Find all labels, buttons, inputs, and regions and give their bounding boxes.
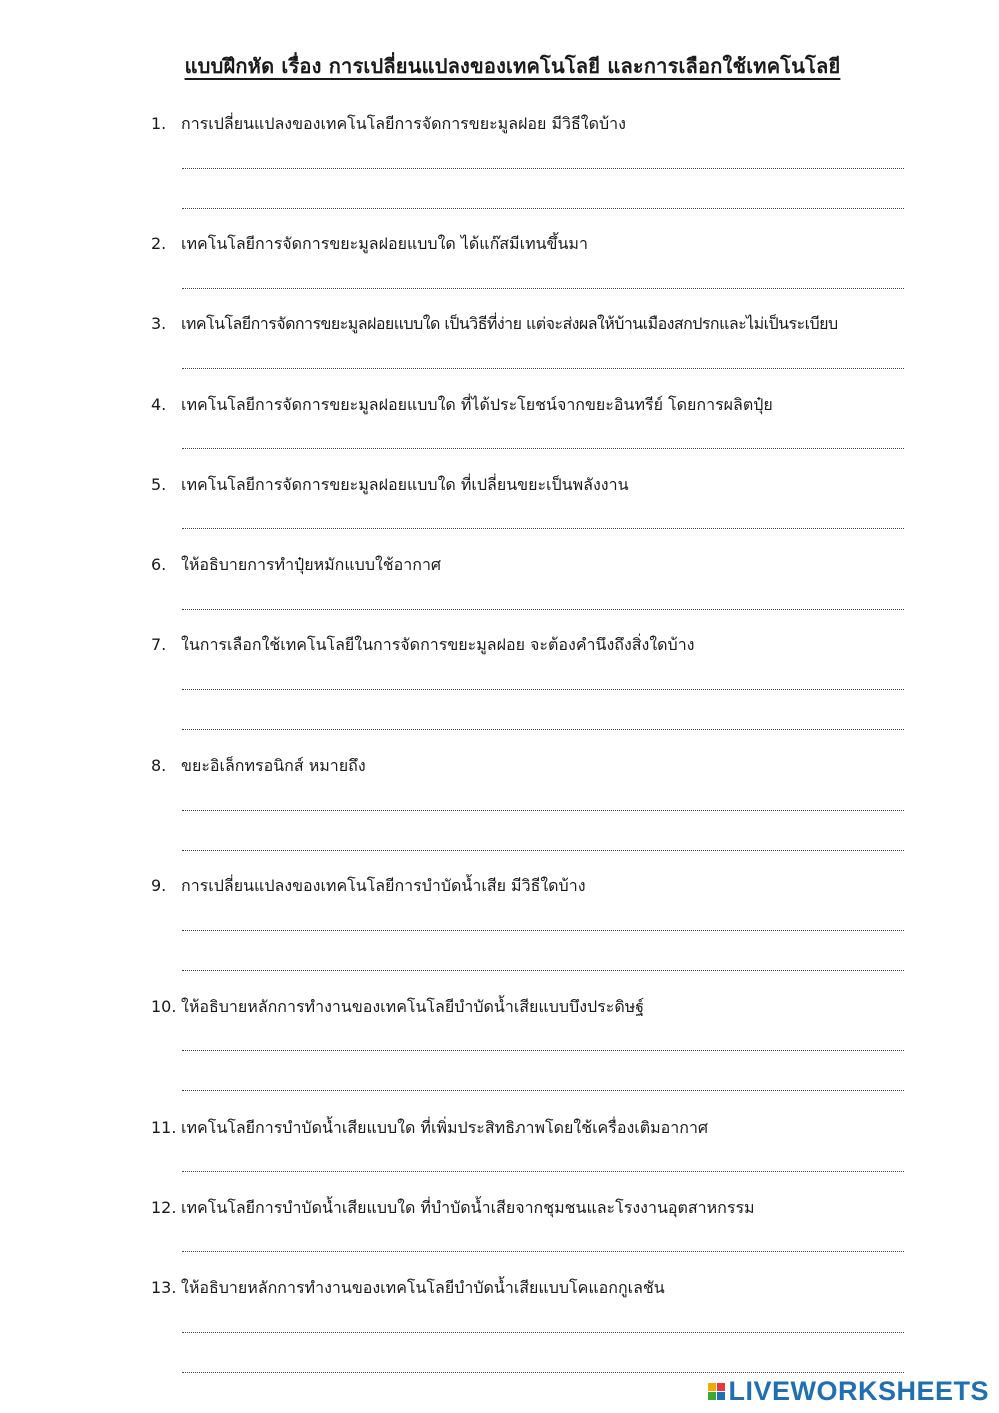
answer-line-3[interactable] xyxy=(182,368,904,369)
answer-line-2[interactable] xyxy=(182,288,904,289)
question-number: 11. xyxy=(151,1118,177,1137)
question-4 xyxy=(151,393,773,418)
answer-line-4[interactable] xyxy=(182,448,904,449)
question-text: เทคโนโลยีการจัดการขยะมูลฝอยแบบใด ได้แก๊สมีเทนขึ้นมา xyxy=(181,234,588,253)
question-text: ให้อธิบายการทำปุ๋ยหมักแบบใช้อากาศ xyxy=(181,555,442,574)
question-number: 5. xyxy=(151,475,167,494)
question-text: เทคโนโลยีการจัดการขยะมูลฝอยแบบใด ที่เปลี่ยนขยะเป็นพลังงาน xyxy=(181,475,629,494)
liveworksheets-logo xyxy=(708,1376,989,1407)
question-6 xyxy=(151,553,441,578)
question-8 xyxy=(151,754,366,779)
question-number: 1. xyxy=(151,114,167,133)
question-1 xyxy=(151,112,626,137)
question-text: เทคโนโลยีการจัดการขยะมูลฝอยแบบใด ที่ได้ประโยชน์จากขยะอินทรีย์ โดยการผลิตปุ๋ย xyxy=(181,395,773,414)
answer-line-8b[interactable] xyxy=(182,850,904,851)
question-number: 7. xyxy=(151,635,167,654)
question-number: 10. xyxy=(151,997,177,1016)
answer-line-13a[interactable] xyxy=(182,1332,904,1333)
answer-line-7a[interactable] xyxy=(182,689,904,690)
question-7 xyxy=(151,633,694,658)
question-10 xyxy=(151,995,644,1020)
answer-line-9a[interactable] xyxy=(182,930,904,931)
question-9 xyxy=(151,874,586,899)
question-text: การเปลี่ยนแปลงของเทคโนโลยีการบำบัดน้ำเสีย มีวิธีใดบ้าง xyxy=(181,876,586,895)
answer-line-12[interactable] xyxy=(182,1251,904,1252)
liveworksheets-wordmark: LIVEWORKSHEETS xyxy=(728,1376,989,1406)
answer-line-10b[interactable] xyxy=(182,1090,904,1091)
question-number: 2. xyxy=(151,234,167,253)
worksheet-title: แบบฝึกหัด เรื่อง การเปลี่ยนแปลงของเทคโนโลยี และการเลือกใช้เทคโนโลยี xyxy=(184,54,841,78)
question-text: เทคโนโลยีการบำบัดน้ำเสียแบบใด ที่เพิ่มประสิทธิภาพโดยใช้เครื่องเติมอากาศ xyxy=(181,1118,709,1137)
answer-line-11[interactable] xyxy=(182,1171,904,1172)
question-text: ในการเลือกใช้เทคโนโลยีในการจัดการขยะมูลฝอย จะต้องคำนึงถึงสิ่งใดบ้าง xyxy=(181,635,695,654)
question-number: 3. xyxy=(151,314,167,333)
answer-line-8a[interactable] xyxy=(182,810,904,811)
question-number: 6. xyxy=(151,555,167,574)
answer-line-7b[interactable] xyxy=(182,729,904,730)
question-text: ขยะอิเล็กทรอนิกส์ หมายถึง xyxy=(181,756,366,775)
question-number: 8. xyxy=(151,756,167,775)
question-number: 13. xyxy=(151,1278,177,1297)
answer-line-6[interactable] xyxy=(182,609,904,610)
question-text: ให้อธิบายหลักการทำงานของเทคโนโลยีบำบัดน้ำเสียแบบบึงประดิษฐ์ xyxy=(181,997,645,1016)
answer-line-1b[interactable] xyxy=(182,208,904,209)
question-5 xyxy=(151,473,629,498)
question-text: เทคโนโลยีการบำบัดน้ำเสียแบบใด ที่บำบัดน้ำเสียจากชุมชนและโรงงานอุตสาหกรรม xyxy=(181,1198,755,1217)
question-text: ให้อธิบายหลักการทำงานของเทคโนโลยีบำบัดน้ำเสียแบบโคแอกกูเลชัน xyxy=(181,1278,665,1297)
question-number: 9. xyxy=(151,876,167,895)
liveworksheets-badge-icon xyxy=(708,1383,725,1400)
answer-line-5[interactable] xyxy=(182,528,904,529)
answer-line-13b[interactable] xyxy=(182,1372,904,1373)
question-text: เทคโนโลยีการจัดการขยะมูลฝอยแบบใด เป็นวิธีที่ง่าย แต่จะส่งผลให้บ้านเมืองสกปรกและไม่เป็นระเบียบ xyxy=(181,314,838,333)
question-text: การเปลี่ยนแปลงของเทคโนโลยีการจัดการขยะมูลฝอย มีวิธีใดบ้าง xyxy=(181,114,626,133)
question-2 xyxy=(151,232,588,257)
question-11 xyxy=(151,1116,708,1141)
question-3 xyxy=(151,312,838,337)
question-13 xyxy=(151,1276,665,1301)
answer-line-9b[interactable] xyxy=(182,970,904,971)
question-number: 12. xyxy=(151,1198,177,1217)
answer-line-10a[interactable] xyxy=(182,1050,904,1051)
question-number: 4. xyxy=(151,395,167,414)
question-12 xyxy=(151,1196,755,1221)
answer-line-1a[interactable] xyxy=(182,168,904,169)
